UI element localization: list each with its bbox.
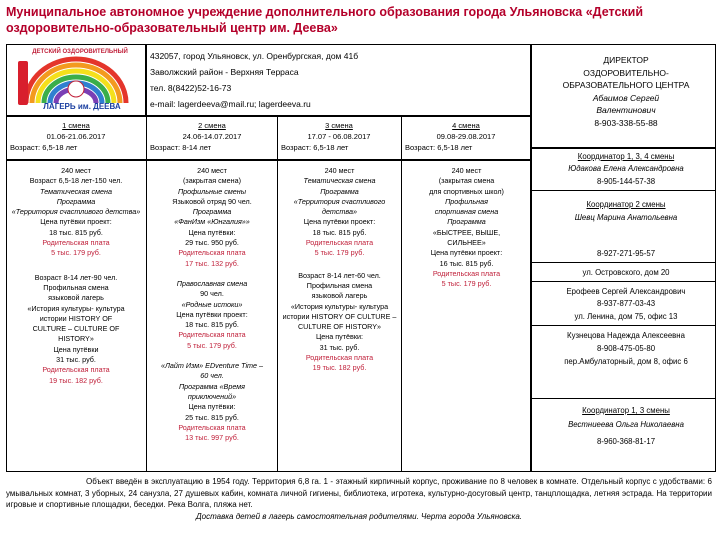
parent-fee: 13 тыс. 997 руб. — [185, 433, 239, 443]
coordinator-2-title: Координатор 2 смены — [586, 200, 666, 209]
divider — [531, 281, 716, 282]
price: 16 тыс. 815 руб. — [439, 258, 494, 268]
delivery-note: Доставка детей в лагерь самостоятельная родителями. Черта города Ульяновска. — [196, 511, 522, 521]
divider — [531, 190, 716, 191]
session-2-details — [150, 166, 274, 443]
director-block — [536, 54, 716, 129]
program-name: «Территория счастливого детства» — [293, 196, 386, 217]
parent-fee: 5 тыс. 179 руб. — [187, 340, 237, 350]
parent-fee-label: Родительская плата — [305, 238, 374, 248]
session-title: 1 смена — [62, 121, 90, 130]
session-title: 4 смена — [452, 121, 480, 130]
shift-subtype: языковой лагерь — [48, 293, 104, 303]
shift-type: Профильная смена — [306, 280, 373, 290]
coordinator-3-name: Ерофеев Сергей Александрович — [566, 287, 686, 296]
shift-note: (закрытая смена — [438, 176, 495, 186]
contact-district: Заволжский район - Верхняя Терраса — [150, 67, 299, 77]
parent-fee: 5 тыс. 179 руб. — [51, 248, 101, 258]
group: Возраст 8-14 лет-60 чел. — [298, 270, 381, 280]
col-divider — [401, 116, 402, 472]
session-header-2 — [150, 120, 274, 153]
coordinator-5-name: Вестниеева Ольга Николаевна — [568, 420, 684, 429]
session-3-details — [281, 166, 398, 374]
seats: 240 мест — [197, 166, 227, 175]
price: 31 тыс. руб. — [319, 342, 360, 352]
session-header-3 — [281, 120, 397, 153]
parent-fee: 17 тыс. 132 руб. — [185, 258, 239, 268]
price-label: Цена путёвки — [53, 344, 99, 354]
shift-type: Тематическая смена — [40, 186, 112, 196]
session-age: Возраст: 6,5-18 лет — [405, 143, 473, 152]
program-name: Программа «Время приключений» — [178, 381, 246, 401]
program-name: «Территория счастливого детства» — [11, 207, 141, 217]
seats: 240 мест — [61, 166, 91, 175]
coordinator-5-phone: 8-960-368-81-17 — [596, 437, 656, 446]
shift-subtype: языковой лагерь — [311, 291, 368, 301]
logo-arc-text: ДЕТСКИЙ ОЗДОРОВИТЕЛЬНЫЙ — [32, 49, 128, 55]
parent-fee: 5 тыс. 179 руб. — [314, 248, 365, 258]
director-title: ДИРЕКТОР — [603, 55, 649, 65]
coordinator-2-address: ул. Островского, дом 20 — [582, 268, 670, 277]
parent-fee-label: Родительская плата — [432, 268, 501, 278]
program-name: «ФанИзм «Юнгалия»» — [174, 217, 250, 227]
session-age: Возраст: 8-14 лет — [150, 143, 212, 152]
program-label: Программа — [320, 186, 359, 196]
price-label: Цена путёвки: — [188, 227, 236, 237]
session-dates: 09.08-29.08.2017 — [436, 132, 496, 141]
parent-fee: 5 тыс. 179 руб. — [441, 279, 492, 289]
col-divider — [277, 116, 278, 472]
shift-type: Профильная смена — [43, 282, 109, 292]
session-age: Возраст: 6,5-18 лет — [281, 143, 349, 152]
shift-note: для спортивных школ) — [429, 186, 504, 196]
camp-logo — [12, 47, 140, 113]
coordinator-1-title: Координатор 1, 3, 4 смены — [577, 152, 675, 161]
group: Возраст 8-14 лет-90 чел. — [34, 272, 118, 282]
contact-phone: тел. 8(8422)52-16-73 — [150, 83, 232, 93]
price-label: Цена путёвки: — [188, 402, 236, 412]
coordinator-1-name: Юдакова Елена Александровна — [568, 164, 684, 173]
price-label: Цена путёвки проект: — [40, 217, 112, 227]
shift-type: Профильные смены — [177, 186, 247, 196]
divider — [531, 398, 716, 399]
group: Возраст 6,5-18 лет-150 чел. — [29, 176, 123, 186]
price: 25 тыс. 815 руб. — [185, 412, 239, 422]
program-name: «История культуры- культура истории HISTORY OF CULTURE – CULTURE OF HISTORY» — [27, 303, 125, 344]
price-label: Цена путёвки проект: — [176, 309, 248, 319]
coordinator-4-phone: 8-908-475-05-80 — [596, 344, 656, 353]
seats: 240 мест — [324, 166, 355, 175]
facility-description — [6, 476, 712, 522]
parent-fee: 19 тыс. 182 руб. — [312, 363, 367, 373]
program-label: Программа — [447, 217, 486, 227]
coordinator-1-phone: 8-905-144-57-38 — [596, 177, 656, 186]
session-1-details — [9, 166, 143, 386]
coordinator-2-name: Шевц Марина Анатольевна — [574, 213, 678, 222]
session-title: 3 смена — [325, 121, 353, 130]
seats: 240 мест — [451, 166, 482, 175]
coordinator-4-name: Кузнецова Надежда Алексеевна — [567, 331, 685, 340]
page-title: Муниципальное автономное учреждение дополнительного образования города Ульяновска «Детский оздоровительно-образовательный центр им. Деева» — [6, 5, 644, 35]
group: Языковой отряд 90 чел. — [172, 196, 252, 206]
divider — [531, 325, 716, 326]
parent-fee-label: Родительская плата — [178, 330, 246, 340]
facility-text: Объект введён в эксплуатацию в 1954 году. Территория 6,8 га. 1 - этажный кирпичный корпус, проживание по 8 человек в комнате. Отдельный корпус с удобствами: 6 умывальных комнат, 3 уборных, 24 санузла, 27 душевых кабин, комната личной гигиены, библиотека, игротека, культурно-досуговый центр, танцплощадка, летняя эстрада. На территории игровые и спортивные площадки, беседки. Река Волга, пляжа нет. — [6, 477, 712, 509]
coordinator-5-title: Координатор 1, 3 смены — [582, 406, 670, 415]
program-label: Программа — [56, 196, 96, 206]
parent-fee-label: Родительская плата — [305, 353, 374, 363]
contact-email[interactable]: e-mail: lagerdeeva@mail.ru; lagerdeeva.ru — [150, 99, 311, 109]
price-label: Цена путёвки проект: — [303, 217, 376, 227]
director-phone: 8-903-338-55-88 — [594, 117, 658, 128]
coordinator-3-phone: 8-937-877-03-43 — [596, 299, 656, 308]
director-org: ОЗДОРОВИТЕЛЬНО-ОБРАЗОВАТЕЛЬНОГО ЦЕНТРА — [562, 67, 690, 90]
session-dates: 24.06-14.07.2017 — [182, 132, 242, 141]
session-dates: 01.06-21.06.2017 — [46, 132, 106, 141]
session-4-details — [405, 166, 528, 290]
price: 18 тыс. 815 руб. — [49, 227, 103, 237]
coordinator-4-address: пер.Амбулаторный, дом 8, офис 6 — [564, 357, 688, 366]
session-title: 2 смена — [198, 121, 226, 130]
group: «Лайт Изм» EDventure Time – 60 чел. — [160, 361, 264, 381]
divider — [531, 262, 716, 263]
parent-fee: 19 тыс. 182 руб. — [49, 375, 103, 385]
session-dates: 17.07 - 06.08.2017 — [307, 132, 371, 141]
shift-subtype: спортивная смена — [434, 207, 499, 217]
parent-fee-label: Родительская плата — [178, 248, 246, 258]
session-header-1 — [10, 120, 142, 153]
parent-fee-label: Родительская плата — [42, 238, 110, 248]
shift-type: Тематическая смена — [303, 176, 376, 186]
group: 90 чел. — [200, 289, 224, 299]
price: 18 тыс. 815 руб. — [185, 320, 239, 330]
contacts — [150, 48, 395, 112]
director-name: Абаимов Сергей Валентинович — [592, 92, 660, 115]
session-header-4 — [405, 120, 527, 153]
program-name: «Родные истоки» — [181, 299, 243, 309]
program-label: Программа — [192, 207, 232, 217]
price: 29 тыс. 950 руб. — [185, 238, 239, 248]
coordinator-3-address: ул. Ленина, дом 75, офис 13 — [574, 312, 678, 321]
session-age: Возраст: 6,5-18 лет — [10, 143, 78, 152]
col-divider — [146, 116, 147, 472]
program-name: «История культуры- культура истории HISTORY OF CULTURE – CULTURE OF HISTORY» — [282, 301, 397, 332]
price: 18 тыс. 815 руб. — [312, 227, 367, 237]
program-name: «БЫСТРЕЕ, ВЫШЕ, СИЛЬНЕЕ» — [432, 227, 501, 248]
shift-type: Православная смена — [176, 278, 248, 288]
price-label: Цена путёвки проект: — [430, 248, 503, 258]
parent-fee-label: Родительская плата — [42, 365, 110, 375]
shift-type: Профильная — [445, 196, 488, 206]
parent-fee-label: Родительская плата — [178, 422, 246, 432]
price-label: Цена путёвки: — [315, 332, 364, 342]
shift-note: (закрытая смена) — [183, 176, 241, 186]
contact-address: 432057, город Ульяновск, ул. Оренбургская, дом 41б — [150, 51, 359, 61]
logo-name: ЛАГЕРЬ им. ДЕЕВА — [43, 102, 121, 111]
price: 31 тыс. руб. — [56, 355, 96, 365]
coordinator-2-phone: 8-927-271-95-57 — [596, 249, 656, 258]
